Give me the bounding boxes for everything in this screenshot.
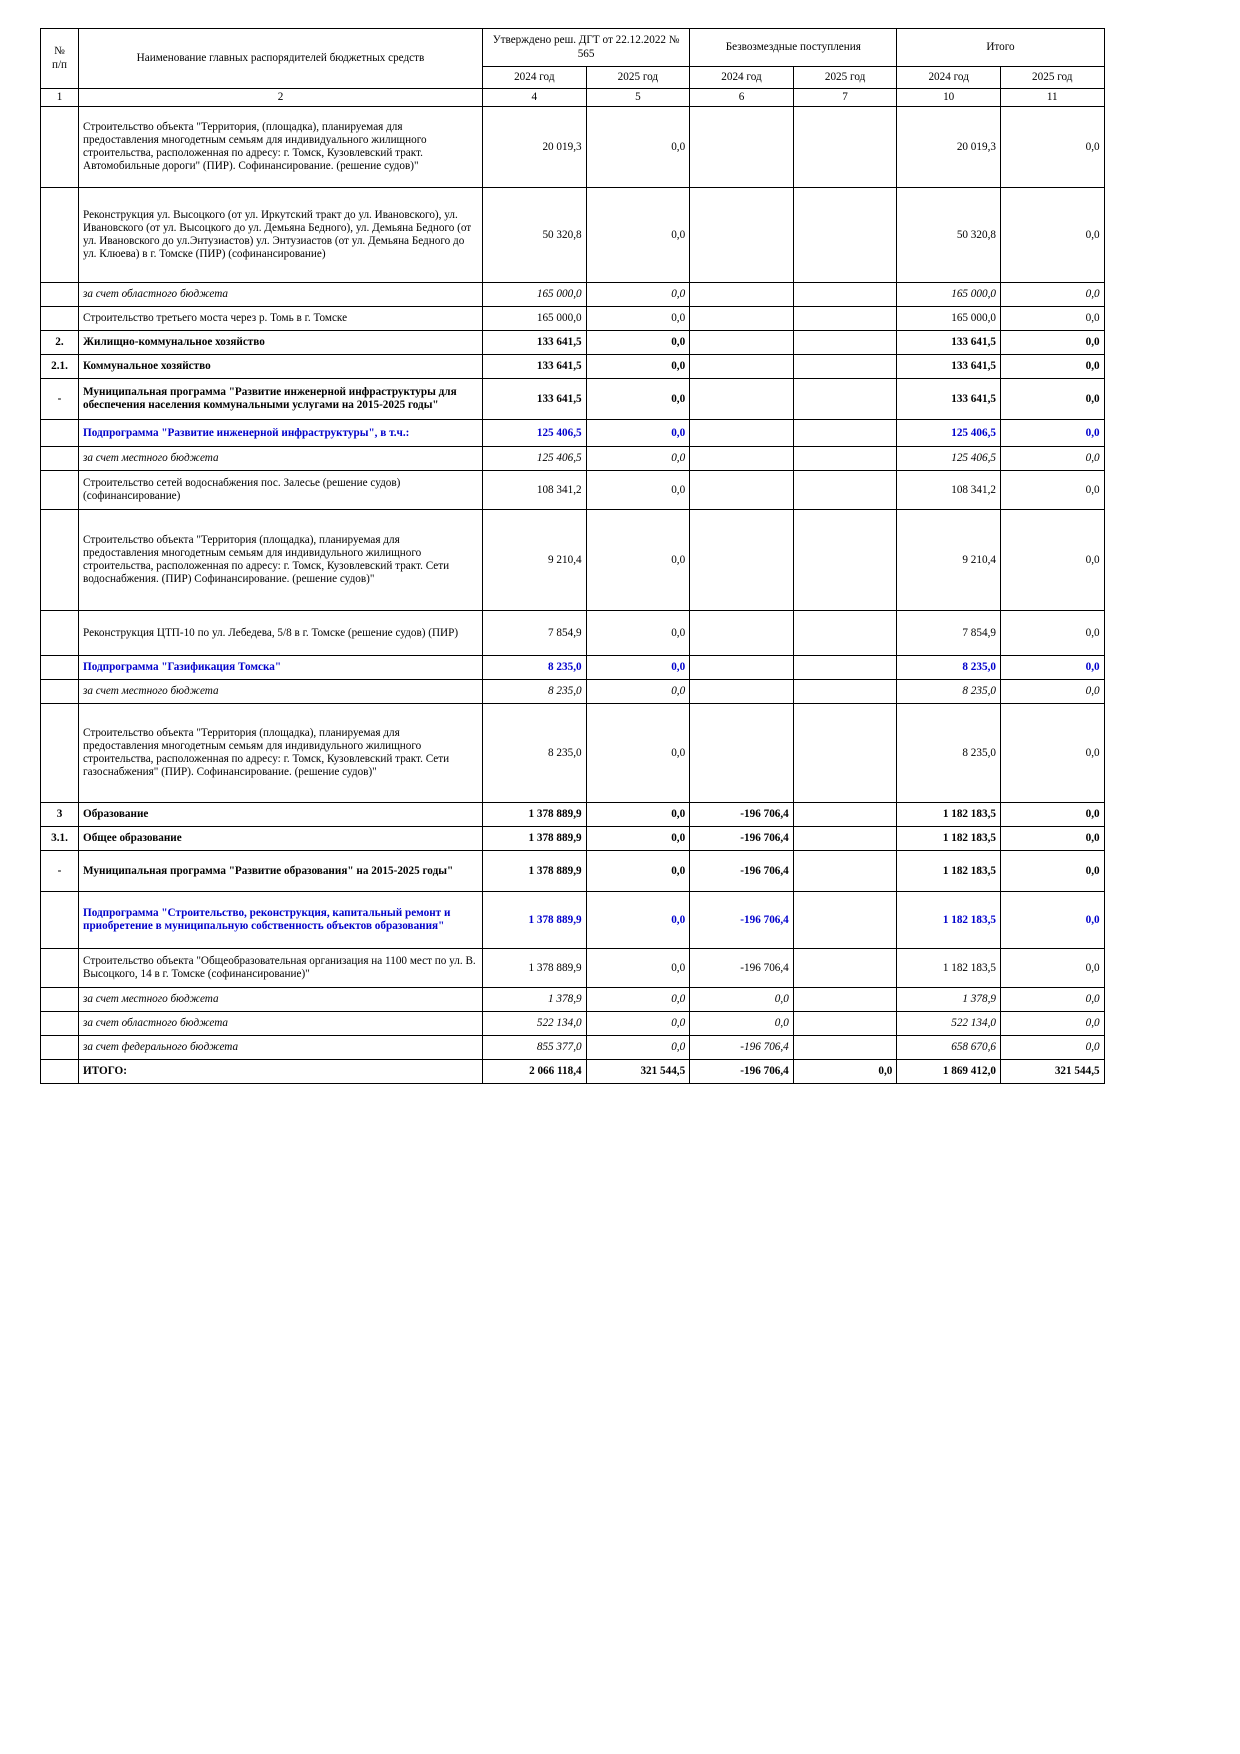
row-gratuitous-2025 <box>793 447 897 471</box>
row-number <box>41 188 79 283</box>
row-total-2025: 0,0 <box>1000 379 1104 420</box>
header-num-line2: п/п <box>51 58 68 71</box>
row-total-2024: 1 182 183,5 <box>897 851 1001 892</box>
row-total-2025: 0,0 <box>1000 355 1104 379</box>
table-row <box>41 420 1105 447</box>
row-label: за счет федерального бюджета <box>79 1036 483 1060</box>
row-total-2024: 133 641,5 <box>897 331 1001 355</box>
row-total-2025: 0,0 <box>1000 680 1104 704</box>
row-approved-2024: 522 134,0 <box>483 1012 587 1036</box>
row-number <box>41 420 79 447</box>
row-total-2025: 0,0 <box>1000 827 1104 851</box>
row-approved-2025: 0,0 <box>586 471 690 510</box>
table-row <box>41 1036 1105 1060</box>
row-approved-2025: 0,0 <box>586 355 690 379</box>
header-num <box>41 29 79 89</box>
row-total-2024: 9 210,4 <box>897 510 1001 611</box>
row-approved-2024: 1 378 889,9 <box>483 851 587 892</box>
row-gratuitous-2025 <box>793 892 897 949</box>
row-gratuitous-2025 <box>793 107 897 188</box>
row-gratuitous-2024 <box>690 704 794 803</box>
row-label: Строительство третьего моста через р. Томь в г. Томске <box>79 307 483 331</box>
row-total-2025: 0,0 <box>1000 704 1104 803</box>
table-row <box>41 188 1105 283</box>
row-total-2024: 108 341,2 <box>897 471 1001 510</box>
row-approved-2024: 9 210,4 <box>483 510 587 611</box>
row-total-2024: 165 000,0 <box>897 307 1001 331</box>
table-row <box>41 379 1105 420</box>
index-col-4: 4 <box>483 89 587 107</box>
row-gratuitous-2025 <box>793 611 897 656</box>
row-label: Строительство объекта "Территория (площадка), планируемая для предоставления многодетным семьям для индивидульного жилищного строительства, расположенная по адресу: г. Томск, Кузовлевский тракт. Сети газоснабжения" (ПИР). Софинансирование. (решение судов)" <box>79 704 483 803</box>
header-num-line1: № <box>54 45 65 58</box>
row-approved-2025: 0,0 <box>586 283 690 307</box>
table-row <box>41 892 1105 949</box>
row-total-2025: 321 544,5 <box>1000 1060 1104 1084</box>
row-total-2024: 7 854,9 <box>897 611 1001 656</box>
row-approved-2025: 0,0 <box>586 420 690 447</box>
row-total-2024: 1 182 183,5 <box>897 949 1001 988</box>
row-number <box>41 283 79 307</box>
row-label: Общее образование <box>79 827 483 851</box>
row-total-2025: 0,0 <box>1000 892 1104 949</box>
table-row <box>41 1060 1105 1084</box>
row-total-2024: 1 182 183,5 <box>897 892 1001 949</box>
row-number: 3 <box>41 803 79 827</box>
header-group-approved: Утверждено реш. ДГТ от 22.12.2022 № 565 <box>483 29 690 67</box>
row-total-2025: 0,0 <box>1000 988 1104 1012</box>
index-col-6: 6 <box>690 89 794 107</box>
row-number <box>41 656 79 680</box>
row-approved-2024: 8 235,0 <box>483 656 587 680</box>
row-gratuitous-2025: 0,0 <box>793 1060 897 1084</box>
table-row <box>41 827 1105 851</box>
row-approved-2025: 0,0 <box>586 656 690 680</box>
row-gratuitous-2024 <box>690 107 794 188</box>
row-gratuitous-2025 <box>793 331 897 355</box>
row-gratuitous-2025 <box>793 420 897 447</box>
row-total-2024: 1 378,9 <box>897 988 1001 1012</box>
row-gratuitous-2024 <box>690 283 794 307</box>
row-gratuitous-2024 <box>690 188 794 283</box>
row-gratuitous-2024 <box>690 379 794 420</box>
row-total-2024: 125 406,5 <box>897 420 1001 447</box>
row-approved-2024: 50 320,8 <box>483 188 587 283</box>
header-approved-2025: 2025 год <box>586 67 690 89</box>
row-number <box>41 680 79 704</box>
row-number <box>41 510 79 611</box>
row-approved-2025: 0,0 <box>586 680 690 704</box>
row-approved-2025: 0,0 <box>586 188 690 283</box>
row-total-2025: 0,0 <box>1000 656 1104 680</box>
row-total-2024: 658 670,6 <box>897 1036 1001 1060</box>
row-gratuitous-2025 <box>793 803 897 827</box>
table-body <box>41 107 1105 1084</box>
row-total-2025: 0,0 <box>1000 949 1104 988</box>
table-row <box>41 656 1105 680</box>
row-gratuitous-2024 <box>690 656 794 680</box>
row-gratuitous-2025 <box>793 1036 897 1060</box>
row-number: - <box>41 851 79 892</box>
header-group-gratuitous: Безвозмездные поступления <box>690 29 897 67</box>
row-gratuitous-2025 <box>793 851 897 892</box>
row-label: за счет местного бюджета <box>79 447 483 471</box>
table-row <box>41 331 1105 355</box>
row-label: Муниципальная программа "Развитие инженерной инфраструктуры для обеспечения населения коммунальными услугами на 2015-2025 годы" <box>79 379 483 420</box>
table-row <box>41 949 1105 988</box>
row-total-2025: 0,0 <box>1000 447 1104 471</box>
row-label: за счет местного бюджета <box>79 680 483 704</box>
row-label: Коммунальное хозяйство <box>79 355 483 379</box>
table-row <box>41 680 1105 704</box>
row-gratuitous-2025 <box>793 680 897 704</box>
row-approved-2025: 0,0 <box>586 510 690 611</box>
row-gratuitous-2025 <box>793 827 897 851</box>
row-label: ИТОГО: <box>79 1060 483 1084</box>
row-total-2024: 8 235,0 <box>897 656 1001 680</box>
row-number: 2. <box>41 331 79 355</box>
row-gratuitous-2025 <box>793 188 897 283</box>
row-number: 3.1. <box>41 827 79 851</box>
table-row <box>41 283 1105 307</box>
row-gratuitous-2024 <box>690 307 794 331</box>
row-label: Подпрограмма "Строительство, реконструкция, капитальный ремонт и приобретение в муниципальную собственность объектов образования" <box>79 892 483 949</box>
row-gratuitous-2024: 0,0 <box>690 988 794 1012</box>
row-gratuitous-2025 <box>793 656 897 680</box>
index-col-11: 11 <box>1000 89 1104 107</box>
row-gratuitous-2024: -196 706,4 <box>690 803 794 827</box>
row-label: Муниципальная программа "Развитие образования" на 2015-2025 годы" <box>79 851 483 892</box>
row-number <box>41 307 79 331</box>
row-approved-2025: 0,0 <box>586 307 690 331</box>
row-approved-2025: 0,0 <box>586 704 690 803</box>
row-number <box>41 611 79 656</box>
row-approved-2024: 20 019,3 <box>483 107 587 188</box>
index-col-5: 5 <box>586 89 690 107</box>
row-approved-2024: 125 406,5 <box>483 420 587 447</box>
row-approved-2025: 0,0 <box>586 331 690 355</box>
row-gratuitous-2025 <box>793 283 897 307</box>
row-approved-2025: 0,0 <box>586 1036 690 1060</box>
table-row <box>41 704 1105 803</box>
row-gratuitous-2024: -196 706,4 <box>690 1036 794 1060</box>
row-number <box>41 1060 79 1084</box>
row-total-2025: 0,0 <box>1000 1012 1104 1036</box>
row-gratuitous-2025 <box>793 1012 897 1036</box>
row-gratuitous-2025 <box>793 988 897 1012</box>
row-approved-2025: 0,0 <box>586 611 690 656</box>
row-label: за счет местного бюджета <box>79 988 483 1012</box>
row-total-2025: 0,0 <box>1000 107 1104 188</box>
row-total-2024: 133 641,5 <box>897 379 1001 420</box>
table-row <box>41 510 1105 611</box>
row-label: Подпрограмма "Развитие инженерной инфраструктуры", в т.ч.: <box>79 420 483 447</box>
row-gratuitous-2024 <box>690 611 794 656</box>
row-number <box>41 107 79 188</box>
row-approved-2025: 321 544,5 <box>586 1060 690 1084</box>
index-col-7: 7 <box>793 89 897 107</box>
row-gratuitous-2024: -196 706,4 <box>690 949 794 988</box>
row-approved-2025: 0,0 <box>586 803 690 827</box>
row-approved-2024: 125 406,5 <box>483 447 587 471</box>
row-gratuitous-2024: -196 706,4 <box>690 892 794 949</box>
row-approved-2024: 165 000,0 <box>483 283 587 307</box>
row-total-2024: 1 182 183,5 <box>897 827 1001 851</box>
row-total-2025: 0,0 <box>1000 188 1104 283</box>
row-gratuitous-2025 <box>793 379 897 420</box>
row-gratuitous-2025 <box>793 471 897 510</box>
table-row <box>41 471 1105 510</box>
table-row <box>41 851 1105 892</box>
row-approved-2024: 855 377,0 <box>483 1036 587 1060</box>
row-approved-2024: 1 378 889,9 <box>483 892 587 949</box>
column-index-row <box>41 89 1105 107</box>
row-total-2025: 0,0 <box>1000 331 1104 355</box>
header-total-2025: 2025 год <box>1000 67 1104 89</box>
row-total-2025: 0,0 <box>1000 307 1104 331</box>
row-gratuitous-2024 <box>690 355 794 379</box>
row-approved-2025: 0,0 <box>586 949 690 988</box>
row-approved-2024: 8 235,0 <box>483 680 587 704</box>
row-total-2025: 0,0 <box>1000 471 1104 510</box>
row-approved-2024: 1 378,9 <box>483 988 587 1012</box>
table-row <box>41 355 1105 379</box>
row-total-2025: 0,0 <box>1000 283 1104 307</box>
row-gratuitous-2024 <box>690 471 794 510</box>
row-approved-2024: 108 341,2 <box>483 471 587 510</box>
row-total-2024: 165 000,0 <box>897 283 1001 307</box>
row-gratuitous-2024: -196 706,4 <box>690 851 794 892</box>
table-row <box>41 803 1105 827</box>
table-header <box>41 29 1105 107</box>
row-approved-2025: 0,0 <box>586 988 690 1012</box>
row-label: Жилищно-коммунальное хозяйство <box>79 331 483 355</box>
row-total-2024: 1 182 183,5 <box>897 803 1001 827</box>
row-label: Подпрограмма "Газификация Томска" <box>79 656 483 680</box>
header-gratuitous-2024: 2024 год <box>690 67 794 89</box>
row-gratuitous-2025 <box>793 355 897 379</box>
row-label: Реконструкция ЦТП-10 по ул. Лебедева, 5/8 в г. Томске (решение судов) (ПИР) <box>79 611 483 656</box>
row-total-2025: 0,0 <box>1000 803 1104 827</box>
row-gratuitous-2025 <box>793 704 897 803</box>
table-row <box>41 307 1105 331</box>
table-row <box>41 1012 1105 1036</box>
row-approved-2025: 0,0 <box>586 107 690 188</box>
row-label: Строительство объекта "Территория (площадка), планируемая для предоставления многодетным семьям для индивидульного жилищного строительства, расположенная по адресу: г. Томск, Кузовлевский тракт. Сети водоснабжения. (ПИР) Софинансирование. (решение судов)" <box>79 510 483 611</box>
row-number <box>41 988 79 1012</box>
table-row <box>41 447 1105 471</box>
row-gratuitous-2025 <box>793 307 897 331</box>
index-col-2: 2 <box>79 89 483 107</box>
row-label: за счет областного бюджета <box>79 1012 483 1036</box>
row-number <box>41 892 79 949</box>
row-approved-2024: 165 000,0 <box>483 307 587 331</box>
row-total-2024: 8 235,0 <box>897 704 1001 803</box>
row-label: Строительство сетей водоснабжения пос. Залесье (решение судов) (софинансирование) <box>79 471 483 510</box>
row-gratuitous-2024 <box>690 331 794 355</box>
row-gratuitous-2024: -196 706,4 <box>690 827 794 851</box>
row-total-2025: 0,0 <box>1000 611 1104 656</box>
row-gratuitous-2025 <box>793 949 897 988</box>
row-approved-2025: 0,0 <box>586 379 690 420</box>
header-approved-2024: 2024 год <box>483 67 587 89</box>
row-total-2024: 522 134,0 <box>897 1012 1001 1036</box>
row-label: Реконструкция ул. Высоцкого (от ул. Иркутский тракт до ул. Ивановского), ул. Ивановского (от ул. Высоцкого до ул. Демьяна Бедного), ул. Демьяна Бедного (от ул. Ивановского до ул.Энтузиастов) ул. Энтузиастов (от ул. Демьяна Бедного до ул. Клюева) в г. Томске (ПИР) (софинансирование) <box>79 188 483 283</box>
budget-table <box>40 28 1105 1084</box>
row-number: - <box>41 379 79 420</box>
row-approved-2024: 133 641,5 <box>483 331 587 355</box>
row-approved-2024: 1 378 889,9 <box>483 949 587 988</box>
row-approved-2024: 1 378 889,9 <box>483 827 587 851</box>
row-label: Строительство объекта "Общеобразовательная организация на 1100 мест по ул. В. Высоцкого, 14 в г. Томске (софинансирование)" <box>79 949 483 988</box>
row-total-2024: 133 641,5 <box>897 355 1001 379</box>
row-number <box>41 704 79 803</box>
row-gratuitous-2024 <box>690 510 794 611</box>
row-total-2024: 8 235,0 <box>897 680 1001 704</box>
row-total-2024: 1 869 412,0 <box>897 1060 1001 1084</box>
row-approved-2024: 1 378 889,9 <box>483 803 587 827</box>
row-label: за счет областного бюджета <box>79 283 483 307</box>
row-approved-2024: 2 066 118,4 <box>483 1060 587 1084</box>
index-col-1: 1 <box>41 89 79 107</box>
row-total-2024: 20 019,3 <box>897 107 1001 188</box>
row-approved-2025: 0,0 <box>586 892 690 949</box>
row-total-2024: 50 320,8 <box>897 188 1001 283</box>
row-number <box>41 949 79 988</box>
row-gratuitous-2024 <box>690 420 794 447</box>
table-row <box>41 107 1105 188</box>
row-total-2025: 0,0 <box>1000 851 1104 892</box>
row-approved-2024: 7 854,9 <box>483 611 587 656</box>
row-gratuitous-2024 <box>690 447 794 471</box>
row-approved-2025: 0,0 <box>586 1012 690 1036</box>
row-total-2024: 125 406,5 <box>897 447 1001 471</box>
row-number <box>41 1012 79 1036</box>
row-approved-2024: 133 641,5 <box>483 355 587 379</box>
header-gratuitous-2025: 2025 год <box>793 67 897 89</box>
header-group-total: Итого <box>897 29 1104 67</box>
row-total-2025: 0,0 <box>1000 510 1104 611</box>
header-total-2024: 2024 год <box>897 67 1001 89</box>
row-number <box>41 447 79 471</box>
row-total-2025: 0,0 <box>1000 1036 1104 1060</box>
row-number <box>41 471 79 510</box>
row-approved-2025: 0,0 <box>586 447 690 471</box>
row-gratuitous-2025 <box>793 510 897 611</box>
header-name: Наименование главных распорядителей бюджетных средств <box>79 29 483 89</box>
row-approved-2024: 8 235,0 <box>483 704 587 803</box>
row-label: Строительство объекта "Территория, (площадка), планируемая для предоставления многодетным семьям для индивидуального жилищного строительства, расположенная по адресу: г. Томск, Кузовлевский тракт. Автомобильные дороги" (ПИР). Софинансирование. (решение судов)" <box>79 107 483 188</box>
row-approved-2025: 0,0 <box>586 851 690 892</box>
row-number <box>41 1036 79 1060</box>
row-gratuitous-2024: 0,0 <box>690 1012 794 1036</box>
row-total-2025: 0,0 <box>1000 420 1104 447</box>
row-number: 2.1. <box>41 355 79 379</box>
row-approved-2024: 133 641,5 <box>483 379 587 420</box>
table-row <box>41 611 1105 656</box>
row-gratuitous-2024: -196 706,4 <box>690 1060 794 1084</box>
index-col-10: 10 <box>897 89 1001 107</box>
row-label: Образование <box>79 803 483 827</box>
table-row <box>41 988 1105 1012</box>
row-approved-2025: 0,0 <box>586 827 690 851</box>
row-gratuitous-2024 <box>690 680 794 704</box>
